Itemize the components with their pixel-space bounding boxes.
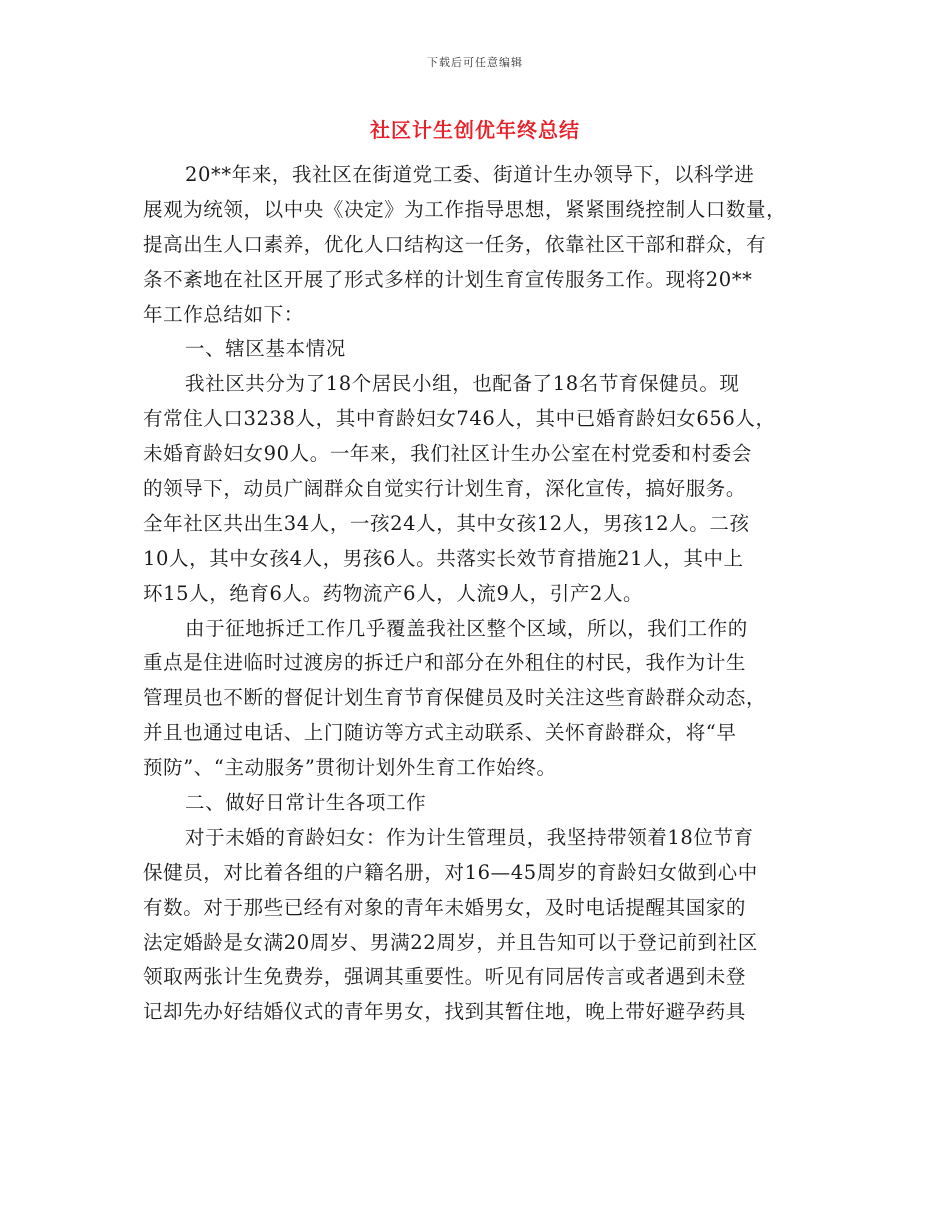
text-line: 10人，其中女孩4人，男孩6人。共落实长效节育措施21人，其中上 bbox=[143, 546, 744, 570]
text-line: 环15人，绝育6人。药物流产6人，人流9人，引产2人。 bbox=[143, 581, 644, 605]
text-line: 并且也通过电话、上门随访等方式主动联系、关怀育龄群众，将“早 bbox=[143, 721, 737, 745]
text-line: 条不紊地在社区开展了形式多样的计划生育宣传服务工作。现将20** bbox=[143, 267, 753, 291]
text-line: 对于未婚的育龄妇女：作为计生管理员，我坚持带领着18位节育 bbox=[185, 825, 754, 849]
text-line: 有常住人口3238人，其中育龄妇女746人，其中已婚育龄妇女656人， bbox=[143, 407, 776, 431]
text-line: 提高出生人口素养，优化人口结构这一任务，依靠社区干部和群众，有 bbox=[143, 232, 767, 256]
text-line: 一、辖区基本情况 bbox=[185, 337, 346, 361]
text-line: 未婚育龄妇女90人。一年来，我们社区计生办公室在村党委和村委会 bbox=[143, 442, 752, 466]
text-line: 20**年来，我社区在街道党工委、街道计生办领导下，以科学进 bbox=[185, 163, 755, 186]
text-line: 全年社区共出生34人，一孩24人，其中女孩12人，男孩12人。二孩 bbox=[143, 511, 750, 535]
text-line: 领取两张计生免费券，强调其重要性。听见有同居传言或者遇到未登 bbox=[143, 965, 747, 989]
header-note: 下载后可任意编辑 bbox=[427, 56, 523, 69]
text-line: 由于征地拆迁工作几乎覆盖我社区整个区域，所以，我们工作的 bbox=[185, 616, 748, 640]
text-line: 年工作总结如下： bbox=[143, 302, 304, 326]
text-line: 的领导下，动员广阔群众自觉实行计划生育，深化宣传，搞好服务。 bbox=[143, 477, 747, 501]
text-line: 有数。对于那些已经有对象的青年未婚男女，及时电话提醒其国家的 bbox=[143, 895, 747, 919]
document-body bbox=[143, 158, 815, 1030]
text-line: 保健员，对比着各组的户籍名册，对16—45周岁的育龄妇女做到心中 bbox=[143, 860, 758, 884]
text-line: 管理员也不断的督促计划生育节育保健员及时关注这些育龄群众动态， bbox=[143, 686, 767, 710]
text-line: 法定婚龄是女满20周岁、男满22周岁，并且告知可以于登记前到社区 bbox=[143, 930, 758, 954]
text-line: 记却先办好结婚仪式的青年男女，找到其暂住地，晚上带好避孕药具 bbox=[143, 1000, 747, 1024]
text-line: 展观为统领，以中央《决定》为工作指导思想，紧紧围绕控制人口数量， bbox=[143, 197, 787, 221]
text-line: 二、做好日常计生各项工作 bbox=[185, 791, 427, 815]
text-line: 预防”、“主动服务”贯彻计划外生育工作始终。 bbox=[143, 756, 557, 780]
text-line: 我社区共分为了18个居民小组，也配备了18名节育保健员。现 bbox=[185, 372, 740, 396]
document-title: 社区计生创优年终总结 bbox=[370, 118, 580, 142]
text-line: 重点是住进临时过渡房的拆迁户和部分在外租住的村民，我作为计生 bbox=[143, 651, 747, 675]
